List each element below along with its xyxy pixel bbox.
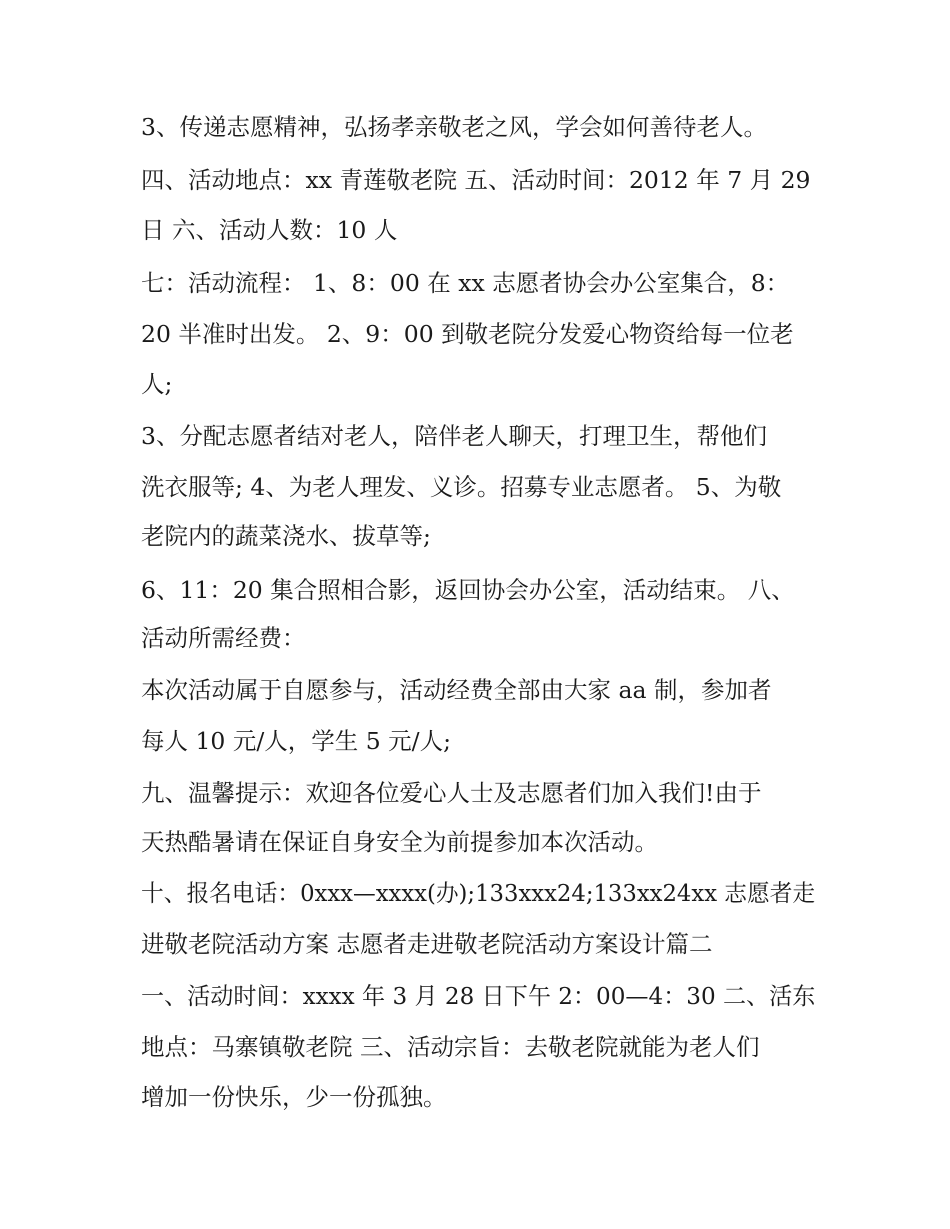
text-line: 老院内的蔬菜浇水、拔草等;: [141, 522, 431, 550]
text-line: 进敬老院活动方案 志愿者走进敬老院活动方案设计篇二: [141, 930, 713, 958]
text-line: 本次活动属于自愿参与，活动经费全部由大家 aa 制，参加者: [141, 676, 772, 704]
text-line: 一、活动时间：xxxx 年 3 月 28 日下午 2：00—4：30 二、活东: [141, 982, 816, 1010]
text-line: 四、活动地点：xx 青莲敬老院 五、活动时间：2012 年 7 月 29: [141, 166, 811, 194]
text-line: 洗衣服等; 4、为老人理发、义诊。招募专业志愿者。 5、为敬: [141, 473, 782, 501]
text-line: 天热酷暑请在保证自身安全为前提参加本次活动。: [141, 828, 658, 856]
text-line: 七：活动流程： 1、8：00 在 xx 志愿者协会办公室集合，8：: [141, 269, 790, 297]
text-line: 地点：马寨镇敬老院 三、活动宗旨：去敬老院就能为老人们: [141, 1033, 760, 1061]
text-line: 20 半准时出发。 2、9：00 到敬老院分发爱心物资给每一位老: [141, 320, 794, 348]
text-line: 活动所需经费：: [141, 624, 306, 652]
text-line: 3、传递志愿精神，弘扬孝亲敬老之风，学会如何善待老人。: [141, 113, 767, 141]
text-line: 每人 10 元/人，学生 5 元/人;: [141, 727, 451, 755]
text-line: 3、分配志愿者结对老人，陪伴老人聊天，打理卫生，帮他们: [141, 422, 767, 450]
text-line: 九、温馨提示：欢迎各位爱心人士及志愿者们加入我们!由于: [141, 779, 762, 807]
text-line: 日 六、活动人数：10 人: [141, 216, 398, 244]
text-line: 增加一份快乐，少一份孤独。: [141, 1083, 447, 1111]
text-line: 6、11：20 集合照相合影，返回协会办公室，活动结束。 八、: [141, 576, 795, 604]
text-line: 人;: [141, 370, 173, 398]
text-line: 十、报名电话：0xxx—xxxx(办);133xxx24;133xx24xx 志愿者走: [141, 879, 816, 907]
